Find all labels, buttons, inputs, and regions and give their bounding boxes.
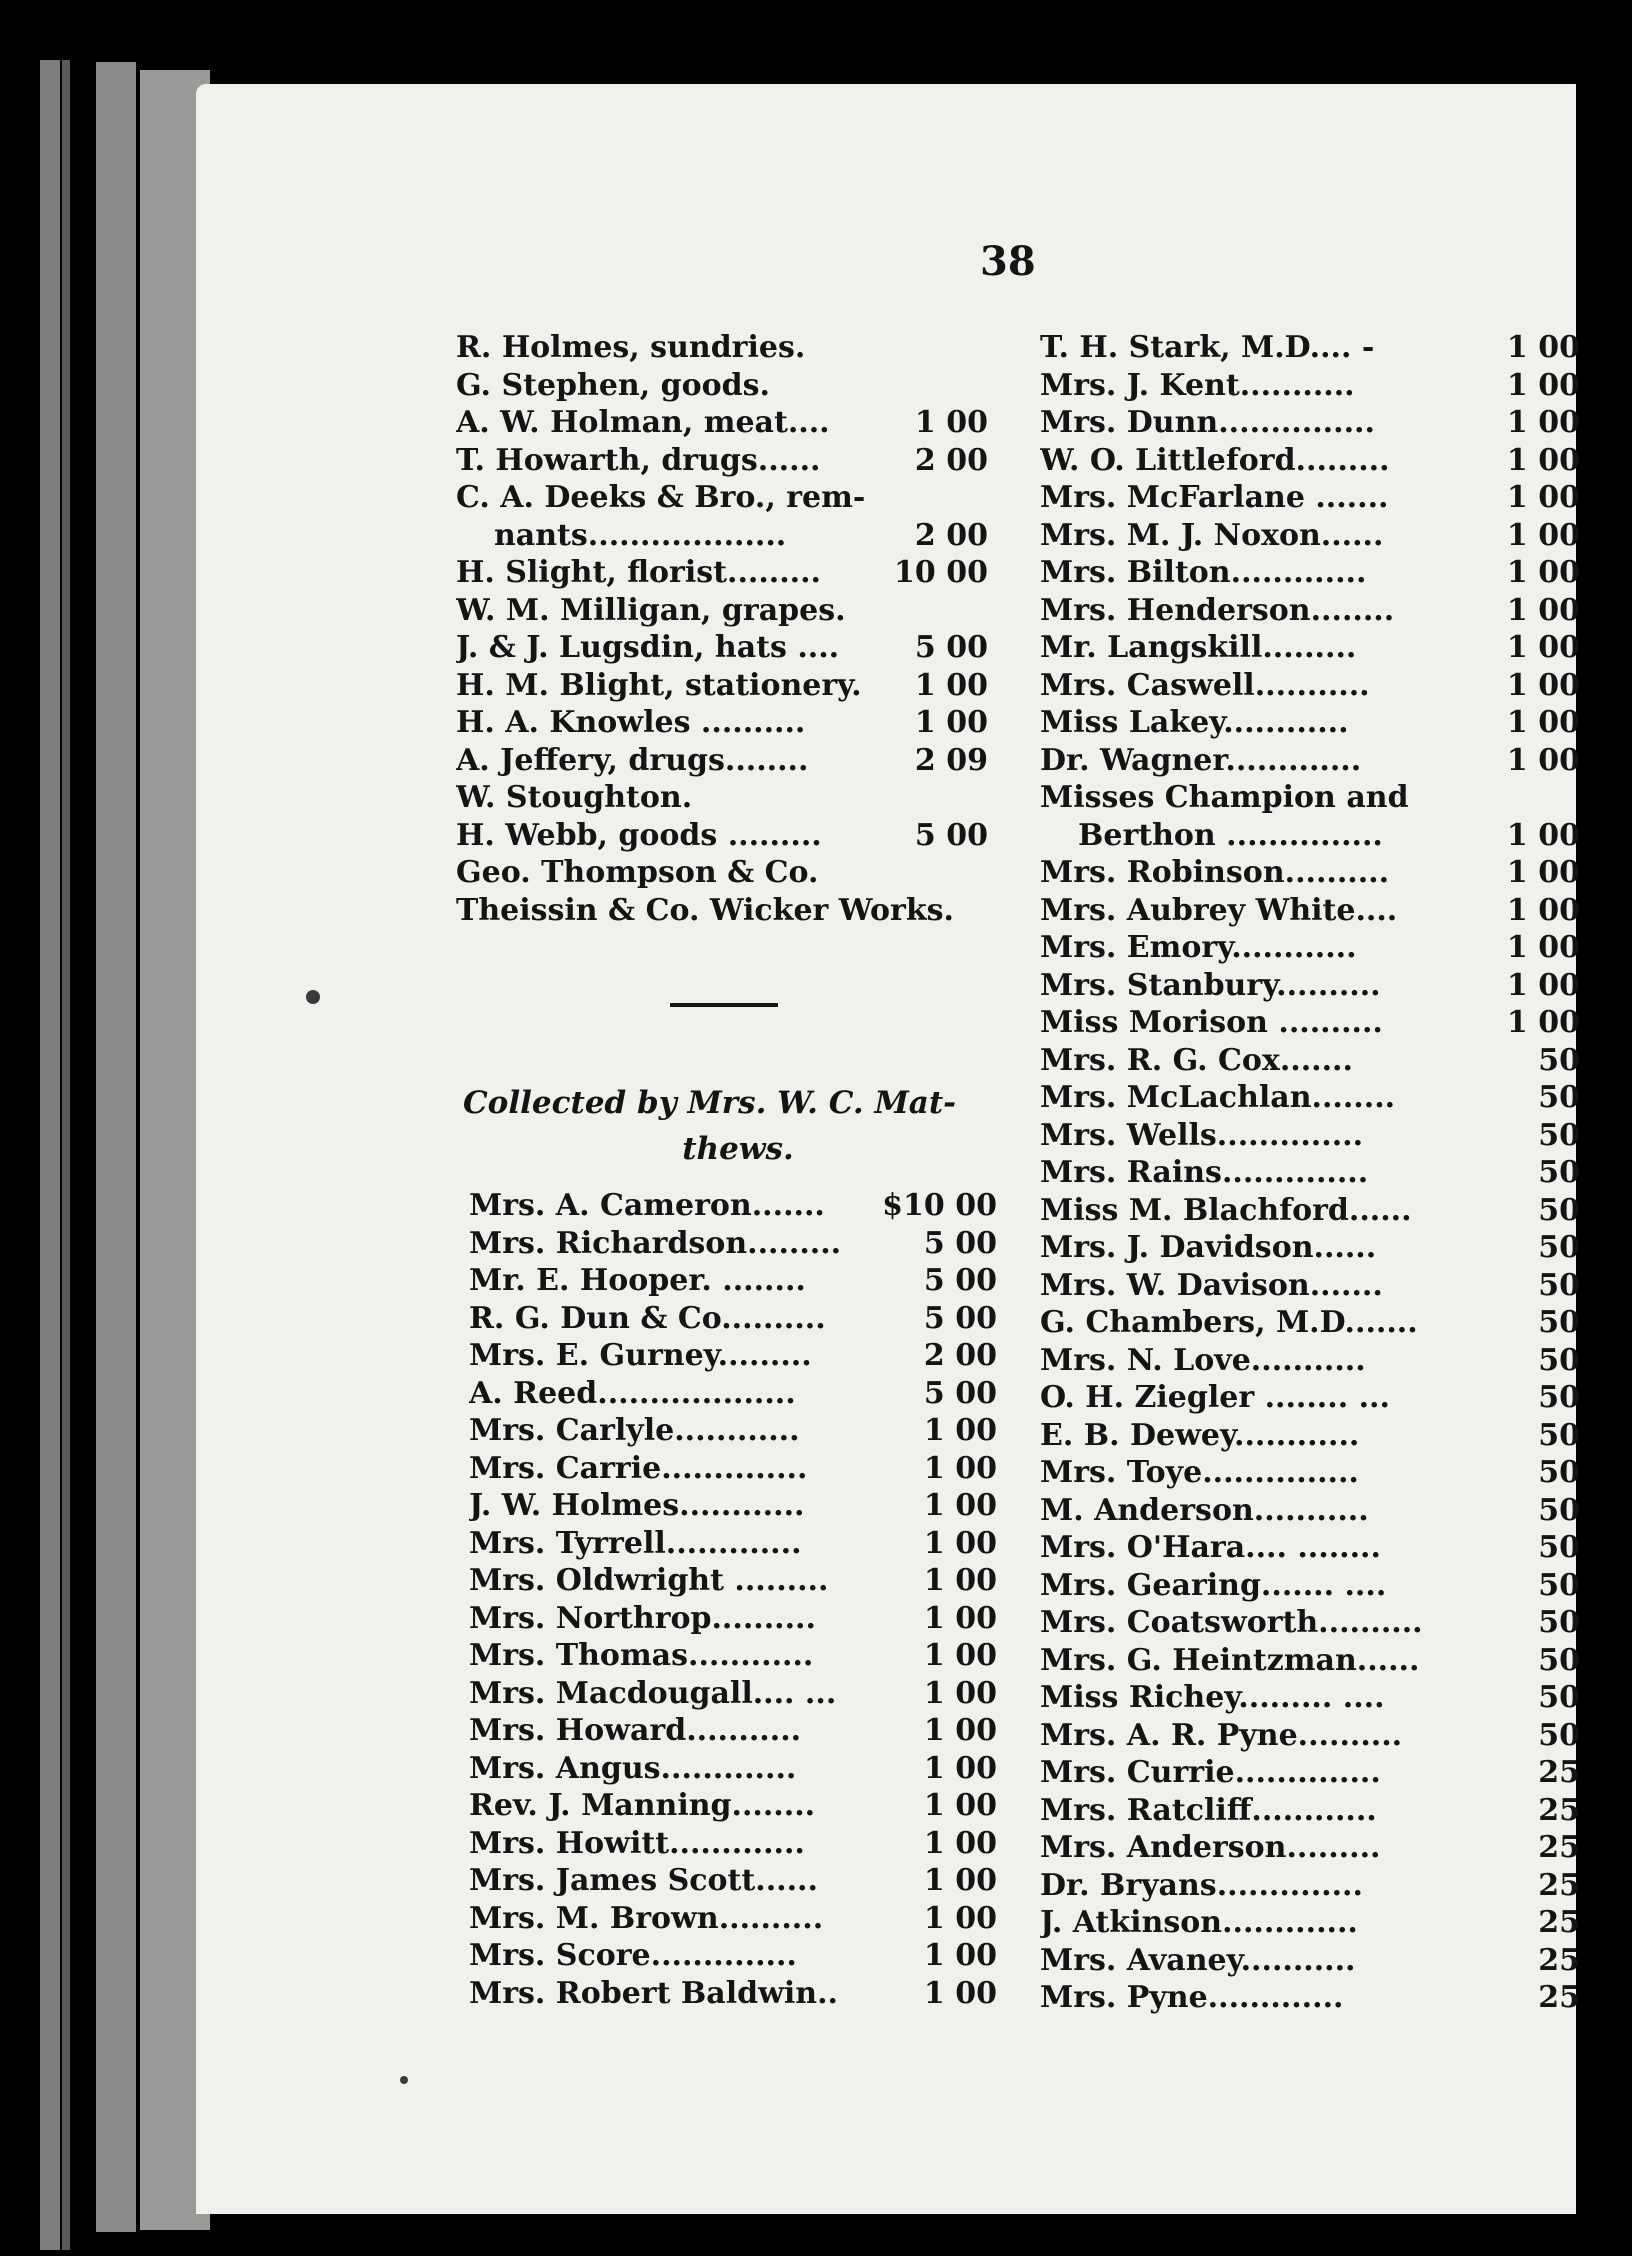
list-item (1040, 968, 1580, 1006)
amount: 25 (1538, 1942, 1580, 1978)
list-item (469, 1751, 997, 1789)
amount: 1 00 (1506, 592, 1580, 628)
contributor-name: Mrs. Stanbury.......... (1040, 967, 1381, 1003)
contributor-name: Mrs. J. Kent........... (1040, 367, 1355, 403)
amount: 1 00 (1506, 667, 1580, 703)
contributor-name: Mrs. Thomas............ (469, 1638, 814, 1673)
contributor-name: J. W. Holmes............ (469, 1488, 805, 1523)
contributor-name: Geo. Thompson & Co. (456, 855, 819, 890)
list-item (1040, 1005, 1580, 1043)
book-edge-outer (40, 60, 60, 2250)
list-item (469, 1601, 997, 1639)
section-rule (670, 1003, 778, 1007)
contributor-name: Miss M. Blachford...... (1040, 1192, 1412, 1228)
list-item (456, 705, 988, 743)
list-item (469, 1263, 997, 1301)
contributor-name: Mrs. Robert Baldwin.. (469, 1975, 838, 2011)
list-item (1040, 1793, 1580, 1831)
list-item (456, 818, 988, 856)
list-item (1040, 1493, 1580, 1531)
amount: 1 00 (923, 1750, 997, 1786)
list-item (1040, 1380, 1580, 1418)
list-item (456, 743, 988, 781)
list-item (456, 555, 988, 593)
list-item (456, 443, 988, 481)
list-item (1040, 780, 1580, 818)
amount: 1 00 (1506, 442, 1580, 478)
amount: 1 00 (923, 1938, 997, 1973)
print-speck (400, 2076, 408, 2084)
contributor-name: Mrs. Macdougall.... ... (469, 1675, 837, 1711)
contributor-name: Dr. Wagner............. (1040, 742, 1362, 778)
collected-heading (463, 1080, 983, 1172)
amount: 50 (1538, 1680, 1580, 1715)
amount: 5 00 (923, 1375, 997, 1411)
list-item (1040, 1080, 1580, 1118)
amount: 1 00 (1506, 930, 1580, 965)
amount: 1 00 (923, 1863, 997, 1898)
list-item (1040, 1680, 1580, 1718)
list-item (1040, 1155, 1580, 1193)
contributor-name: Mrs. J. Davidson...... (1040, 1230, 1377, 1265)
contributor-name: A. W. Holman, meat.... (456, 405, 830, 440)
contributor-name: H. Webb, goods ......... (456, 817, 822, 853)
list-item (1040, 705, 1580, 743)
contributor-name: Mrs. Henderson........ (1040, 592, 1395, 628)
contributor-name: H. M. Blight, stationery. (456, 667, 862, 703)
list-item (1040, 1568, 1580, 1606)
list-item (469, 1563, 997, 1601)
book-edge-middle (62, 60, 70, 2250)
contributor-name: M. Anderson........... (1040, 1492, 1369, 1528)
list-item (1040, 1530, 1580, 1568)
list-item (1040, 668, 1580, 706)
list-item (456, 630, 988, 668)
print-speck (306, 990, 320, 1004)
contributor-name: Mrs. Caswell........... (1040, 667, 1370, 703)
contributor-name: Mrs. Gearing....... .... (1040, 1567, 1387, 1603)
list-item (469, 1713, 997, 1751)
amount: 1 00 (923, 1638, 997, 1673)
amount: 50 (1538, 1642, 1580, 1678)
contributor-name: Mrs. Score.............. (469, 1938, 797, 1973)
list-item (456, 368, 988, 406)
amount: 1 00 (1506, 967, 1580, 1003)
contributor-name: Mrs. Richardson......... (469, 1225, 842, 1261)
contributor-name: Mrs. Currie.............. (1040, 1755, 1381, 1790)
list-item (1040, 630, 1580, 668)
amount: 1 00 (1506, 555, 1580, 590)
amount: 50 (1538, 1192, 1580, 1228)
contributor-name: J. Atkinson............. (1040, 1905, 1358, 1940)
list-item (469, 1451, 997, 1489)
contributor-name: C. A. Deeks & Bro., rem- (456, 480, 866, 515)
contributor-name: T. Howarth, drugs...... (456, 442, 821, 478)
amount: $10 00 (882, 1188, 997, 1223)
amount: 10 00 (894, 555, 988, 590)
amount: 5 00 (923, 1263, 997, 1298)
contributor-name: Mrs. A. Cameron....... (469, 1188, 825, 1223)
amount: 25 (1538, 1980, 1580, 2015)
contributor-name: Mrs. Wells.............. (1040, 1117, 1364, 1153)
contributor-name: A. Jeffery, drugs........ (456, 742, 809, 778)
contributor-name: R. G. Dun & Co.......... (469, 1300, 826, 1336)
contributor-name: Mrs. Bilton............. (1040, 555, 1367, 590)
list-item (469, 1526, 997, 1564)
amount: 1 00 (1506, 405, 1580, 440)
contributor-name: Mrs. R. G. Cox....... (1040, 1042, 1353, 1078)
contributor-name: Mrs. Toye............... (1040, 1455, 1359, 1490)
list-item (1040, 743, 1580, 781)
amount: 1 00 (923, 1788, 997, 1823)
amount: 1 00 (1506, 1005, 1580, 1040)
list-item (456, 518, 988, 556)
contributor-name: R. Holmes, sundries. (456, 330, 806, 365)
list-item (469, 1413, 997, 1451)
list-item (469, 1376, 997, 1414)
left-column-bottom (469, 1188, 997, 2013)
right-column (1040, 330, 1580, 2018)
amount: 50 (1538, 1530, 1580, 1565)
contributor-name: Mrs. Coatsworth.......... (1040, 1605, 1423, 1640)
list-item (469, 1938, 997, 1976)
contributor-name: Mrs. Ratcliff............ (1040, 1792, 1377, 1828)
list-item (1040, 1868, 1580, 1906)
amount: 50 (1538, 1380, 1580, 1415)
contributor-name: Mrs. Robinson.......... (1040, 855, 1390, 890)
contributor-name: Rev. J. Manning........ (469, 1788, 816, 1823)
contributor-name: Mrs. E. Gurney......... (469, 1338, 812, 1373)
amount: 1 00 (914, 405, 988, 440)
amount: 50 (1538, 1267, 1580, 1303)
contributor-name: Mrs. Avaney........... (1040, 1942, 1356, 1978)
amount: 1 00 (1506, 517, 1580, 553)
amount: 50 (1538, 1605, 1580, 1640)
amount: 50 (1538, 1492, 1580, 1528)
list-item (1040, 405, 1580, 443)
list-item (1040, 518, 1580, 556)
list-item (1040, 1605, 1580, 1643)
list-item (456, 480, 988, 518)
contributor-name: Mrs. Emory............ (1040, 930, 1357, 965)
list-item (1040, 480, 1580, 518)
amount: 5 00 (914, 630, 988, 665)
contributor-name: Mrs. Dunn............... (1040, 405, 1375, 440)
contributor-name: Mrs. Anderson......... (1040, 1830, 1381, 1865)
amount: 50 (1538, 1305, 1580, 1340)
amount: 50 (1538, 1117, 1580, 1153)
list-item (456, 855, 988, 893)
amount: 1 00 (1506, 892, 1580, 928)
left-column-top (456, 330, 988, 930)
list-item (1040, 1043, 1580, 1081)
contributor-name: Miss Morison .......... (1040, 1005, 1383, 1040)
list-item (1040, 930, 1580, 968)
list-item (1040, 1230, 1580, 1268)
amount: 50 (1538, 1080, 1580, 1115)
amount: 1 00 (1506, 367, 1580, 403)
collected-heading-line2: thews. (682, 1131, 794, 1167)
list-item (469, 1638, 997, 1676)
list-item (1040, 1943, 1580, 1981)
list-item (1040, 1718, 1580, 1756)
list-item (469, 1788, 997, 1826)
list-item (1040, 818, 1580, 856)
contributor-name: A. Reed................... (469, 1375, 796, 1411)
list-item (1040, 1905, 1580, 1943)
amount: 1 00 (923, 1713, 997, 1748)
amount: 1 00 (1506, 705, 1580, 740)
contributor-name: Mrs. James Scott...... (469, 1863, 818, 1898)
contributor-name: Mrs. G. Heintzman...... (1040, 1642, 1420, 1678)
page-number: 38 (980, 238, 1036, 285)
contributor-name: Mrs. Oldwright ......... (469, 1563, 829, 1598)
list-item (1040, 330, 1580, 368)
contributor-name: J. & J. Lugsdin, hats .... (456, 630, 840, 665)
list-item (1040, 855, 1580, 893)
amount: 1 00 (923, 1563, 997, 1598)
list-item (1040, 1268, 1580, 1306)
amount: 1 00 (914, 705, 988, 740)
contributor-name: G. Chambers, M.D....... (1040, 1305, 1418, 1340)
list-item (456, 405, 988, 443)
contributor-name: Mrs. Pyne............. (1040, 1980, 1344, 2015)
contributor-name: Mrs. Angus............. (469, 1750, 797, 1786)
contributor-name: E. B. Dewey............ (1040, 1417, 1360, 1453)
list-item (1040, 1830, 1580, 1868)
contributor-name: Mrs. M. J. Noxon...... (1040, 517, 1384, 553)
amount: 2 09 (914, 742, 988, 778)
amount: 50 (1538, 1417, 1580, 1453)
list-item (469, 1301, 997, 1339)
amount: 5 00 (914, 817, 988, 853)
list-item (1040, 1755, 1580, 1793)
amount: 50 (1538, 1230, 1580, 1265)
contributor-name: Mrs. Aubrey White.... (1040, 892, 1398, 928)
contributor-name: Dr. Bryans.............. (1040, 1867, 1363, 1903)
amount: 1 00 (1506, 330, 1580, 365)
list-item (1040, 1343, 1580, 1381)
list-item (456, 330, 988, 368)
amount: 1 00 (923, 1825, 997, 1861)
contributor-name: Mrs. McFarlane ....... (1040, 480, 1389, 515)
amount: 2 00 (914, 517, 988, 553)
amount: 25 (1538, 1867, 1580, 1903)
amount: 1 00 (923, 1413, 997, 1448)
amount: 2 00 (923, 1338, 997, 1373)
contributor-name: W. O. Littleford......... (1040, 442, 1390, 478)
contributor-name: H. Slight, florist......... (456, 555, 821, 590)
contributor-name: H. A. Knowles .......... (456, 705, 806, 740)
amount: 1 00 (923, 1488, 997, 1523)
contributor-name: Mrs. Tyrrell............. (469, 1525, 802, 1561)
contributor-name: W. M. Milligan, grapes. (456, 592, 846, 628)
amount: 50 (1538, 1155, 1580, 1190)
list-item (469, 1488, 997, 1526)
list-item (1040, 443, 1580, 481)
amount: 50 (1538, 1042, 1580, 1078)
amount: 25 (1538, 1905, 1580, 1940)
list-item (469, 1338, 997, 1376)
contributor-name: W. Stoughton. (456, 780, 693, 815)
list-item (469, 1826, 997, 1864)
amount: 50 (1538, 1342, 1580, 1378)
amount: 1 00 (1506, 855, 1580, 890)
contributor-name: Mrs. Carrie.............. (469, 1450, 808, 1486)
amount: 1 00 (923, 1675, 997, 1711)
list-item (1040, 1643, 1580, 1681)
amount: 1 00 (923, 1900, 997, 1936)
list-item (456, 893, 988, 931)
list-item (456, 668, 988, 706)
contributor-name: Mr. E. Hooper. ........ (469, 1263, 806, 1298)
list-item (469, 1863, 997, 1901)
list-item (1040, 893, 1580, 931)
contributor-name: Mrs. Rains.............. (1040, 1155, 1369, 1190)
list-item (1040, 593, 1580, 631)
contributor-name: Mrs. O'Hara.... ........ (1040, 1530, 1381, 1565)
list-item (1040, 368, 1580, 406)
contributor-name: G. Stephen, goods. (456, 367, 770, 403)
contributor-name: T. H. Stark, M.D.... - (1040, 330, 1375, 365)
contributor-name: Miss Lakey............ (1040, 705, 1349, 740)
amount: 5 00 (923, 1225, 997, 1261)
contributor-name: Mrs. A. R. Pyne.......... (1040, 1717, 1403, 1753)
contributor-name: Mrs. W. Davison....... (1040, 1267, 1383, 1303)
amount: 1 00 (1506, 630, 1580, 665)
contributor-name: Mrs. Howard........... (469, 1713, 802, 1748)
amount: 50 (1538, 1567, 1580, 1603)
amount: 1 00 (923, 1450, 997, 1486)
list-item (1040, 1980, 1580, 2018)
list-item (469, 1976, 997, 2014)
amount: 1 00 (923, 1975, 997, 2011)
collected-heading-line1: Collected by Mrs. W. C. Mat- (463, 1085, 957, 1121)
amount: 1 00 (923, 1600, 997, 1636)
contributor-name: Mrs. McLachlan........ (1040, 1080, 1396, 1115)
amount: 50 (1538, 1455, 1580, 1490)
contributor-name: nants................... (494, 517, 787, 553)
amount: 1 00 (923, 1525, 997, 1561)
list-item (1040, 1455, 1580, 1493)
amount: 1 00 (1506, 742, 1580, 778)
list-item (1040, 1305, 1580, 1343)
contributor-name: Theissin & Co. Wicker Works. (456, 892, 954, 928)
amount: 1 00 (1506, 817, 1580, 853)
contributor-name: Mr. Langskill......... (1040, 630, 1357, 665)
list-item (456, 593, 988, 631)
list-item (1040, 1193, 1580, 1231)
list-item (469, 1226, 997, 1264)
list-item (456, 780, 988, 818)
list-item (469, 1901, 997, 1939)
amount: 5 00 (923, 1300, 997, 1336)
list-item (1040, 555, 1580, 593)
list-item (1040, 1418, 1580, 1456)
contributor-name: Mrs. M. Brown.......... (469, 1900, 824, 1936)
contributor-name: Misses Champion and (1040, 780, 1409, 815)
contributor-name: Mrs. Carlyle............ (469, 1413, 800, 1448)
amount: 25 (1538, 1755, 1580, 1790)
amount: 2 00 (914, 442, 988, 478)
amount: 25 (1538, 1792, 1580, 1828)
contributor-name: Berthon ............... (1078, 817, 1383, 853)
amount: 50 (1538, 1717, 1580, 1753)
contributor-name: Miss Richey......... .... (1040, 1680, 1385, 1715)
contributor-name: Mrs. Northrop.......... (469, 1600, 816, 1636)
list-item (1040, 1118, 1580, 1156)
contributor-name: O. H. Ziegler ........ ... (1040, 1380, 1390, 1415)
contributor-name: Mrs. Howitt............. (469, 1825, 805, 1861)
book-edge-inner (96, 62, 136, 2232)
list-item (469, 1676, 997, 1714)
list-item (469, 1188, 997, 1226)
amount: 1 00 (1506, 480, 1580, 515)
amount: 25 (1538, 1830, 1580, 1865)
contributor-name: Mrs. N. Love........... (1040, 1342, 1366, 1378)
amount: 1 00 (914, 667, 988, 703)
